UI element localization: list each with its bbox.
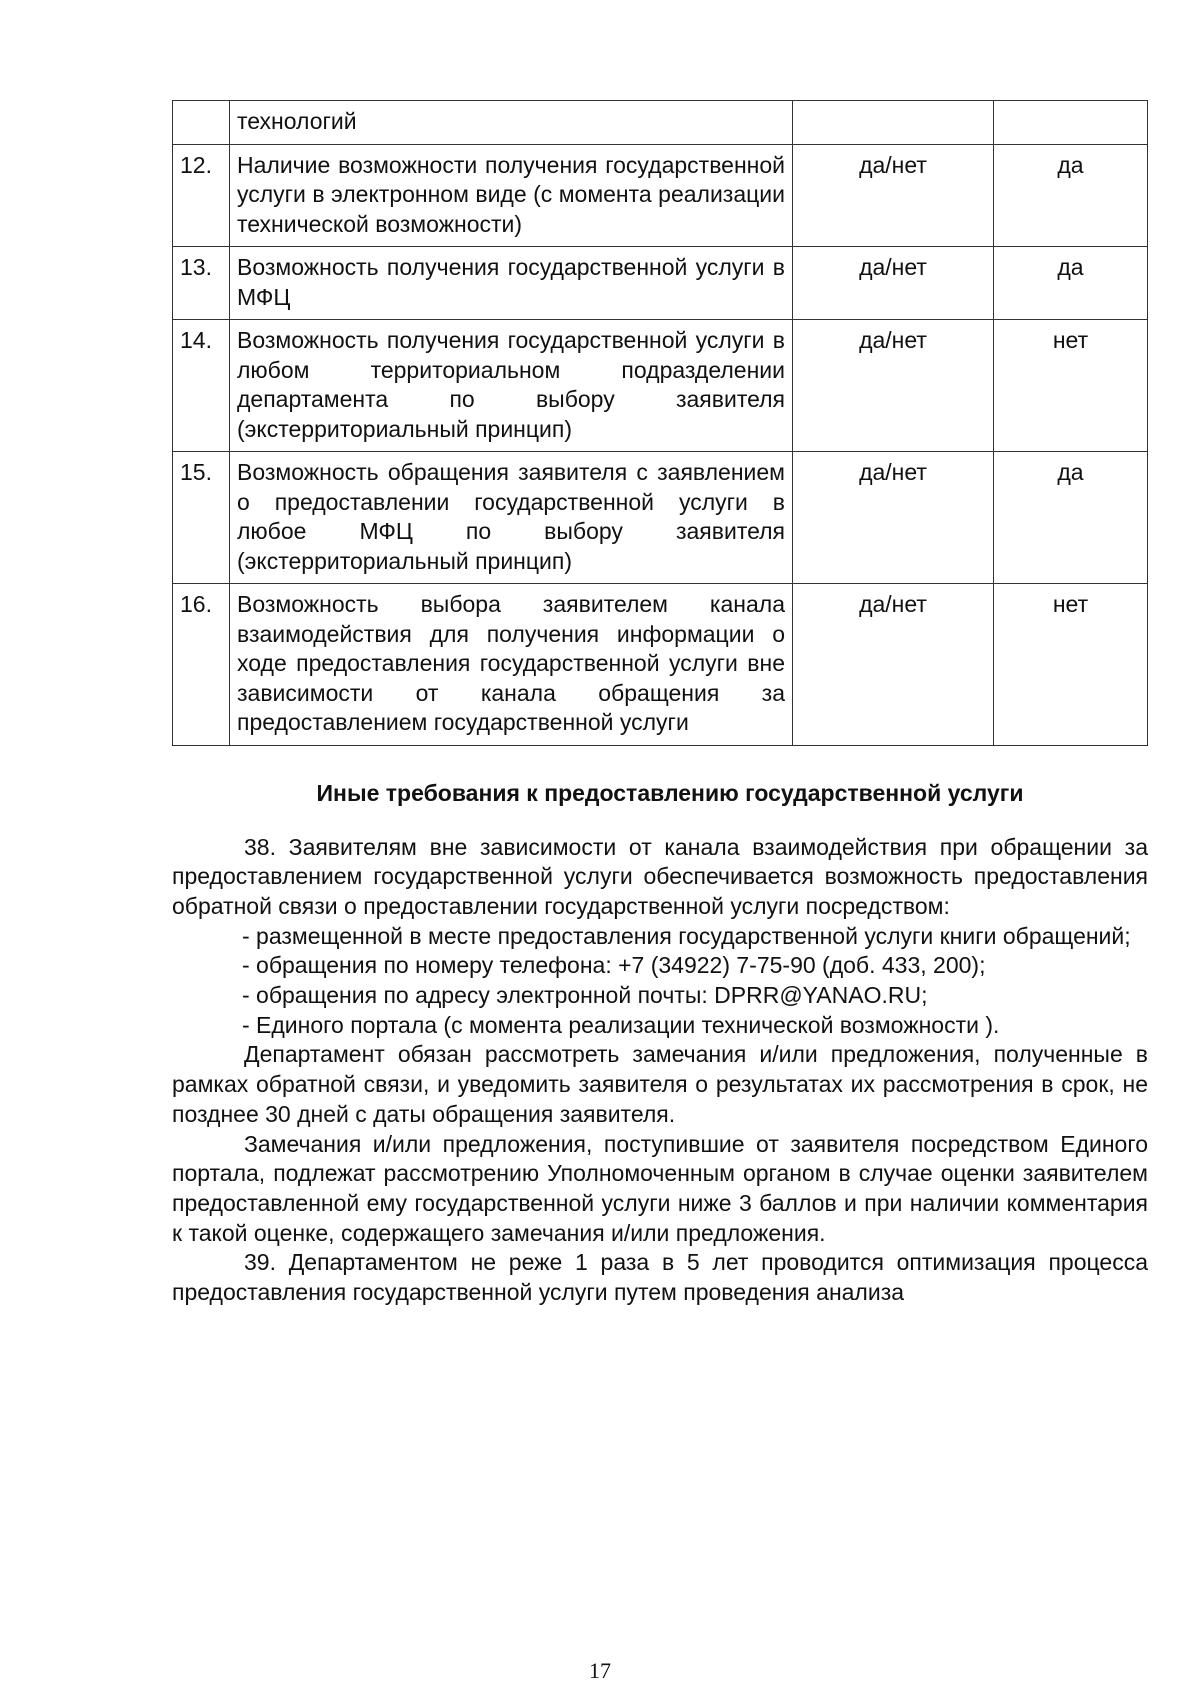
table-row [173, 452, 1148, 584]
row-number: 15. [173, 452, 230, 584]
row-description: Возможность получения государственной услуги в любом территориальном подразделении департамента по выбору заявителя (экстерриториальный принцип) [230, 320, 793, 452]
section-heading: Иные требования к предоставлению государственной услуги [316, 779, 1024, 806]
row-unit: да/нет [793, 247, 994, 320]
table-row [173, 584, 1148, 746]
row-unit: да/нет [793, 320, 994, 452]
row-description: Наличие возможности получения государственной услуги в электронном виде (с момента реализации технической возможности) [230, 144, 793, 247]
list-item-phone: - обращения по номеру телефона: +7 (34922) 7-75-90 (доб. 433, 200); [242, 952, 986, 979]
section-body [172, 833, 1148, 1308]
row-unit: да/нет [793, 452, 994, 584]
row-description: Возможность выбора заявителем канала взаимодействия для получения информации о ходе предоставления государственной услуги вне зависимости от канала обращения за предоставлением государственной услуги [230, 584, 793, 746]
paragraph-39: 39. Департаментом не реже 1 раза в 5 лет проводится оптимизация процесса предоставления государственной услуги путем проведения анализа [172, 1249, 1148, 1306]
row-number: 13. [173, 247, 230, 320]
row-unit [793, 101, 994, 145]
row-value [994, 101, 1148, 145]
row-description: Возможность обращения заявителя с заявлением о предоставлении государственной услуги в любое МФЦ по выбору заявителя (экстерриториальный принцип) [230, 452, 793, 584]
page-number: 17 [589, 1658, 611, 1683]
row-value: нет [994, 584, 1148, 746]
table-row [173, 247, 1148, 320]
row-number [173, 101, 230, 145]
indicators-table [172, 100, 1148, 746]
row-number: 12. [173, 144, 230, 247]
row-unit: да/нет [793, 144, 994, 247]
row-unit: да/нет [793, 584, 994, 746]
row-value: да [994, 452, 1148, 584]
table-row [173, 144, 1148, 247]
row-number: 16. [173, 584, 230, 746]
paragraph-38: 38. Заявителям вне зависимости от канала взаимодействия при обращении за предоставлением государственной услуги обеспечивается возможность предоставления обратной связи о предоставлении государственной услуги посредством: [172, 833, 1148, 919]
list-item-book: - размещенной в месте предоставления государственной услуги книги обращений; [242, 922, 1131, 949]
document-page [172, 100, 1148, 1308]
row-description: Возможность получения государственной услуги в МФЦ [230, 247, 793, 320]
row-value: нет [994, 320, 1148, 452]
row-value: да [994, 247, 1148, 320]
paragraph-department-duty: Департамент обязан рассмотреть замечания и/или предложения, полученные в рамках обратной связи, и уведомить заявителя о результатах их рассмотрения в срок, не позднее 30 дней с даты обращения заявителя. [172, 1041, 1148, 1127]
row-number: 14. [173, 320, 230, 452]
list-item-email: - обращения по адресу электронной почты: DPRR@YANAO.RU; [242, 982, 928, 1009]
table-row [173, 101, 1148, 145]
list-item-portal: - Единого портала (с момента реализации технической возможности ). [242, 1011, 1000, 1038]
row-value: да [994, 144, 1148, 247]
row-description: технологий [230, 101, 793, 145]
table-row [173, 320, 1148, 452]
paragraph-portal-remarks: Замечания и/или предложения, поступившие от заявителя посредством Единого портала, подлежат рассмотрению Уполномоченным органом в случае оценки заявителем предоставленной ему государственной услуги ниже 3 баллов и при наличии комментария к такой оценке, содержащего замечания и/или предложения. [172, 1130, 1148, 1246]
